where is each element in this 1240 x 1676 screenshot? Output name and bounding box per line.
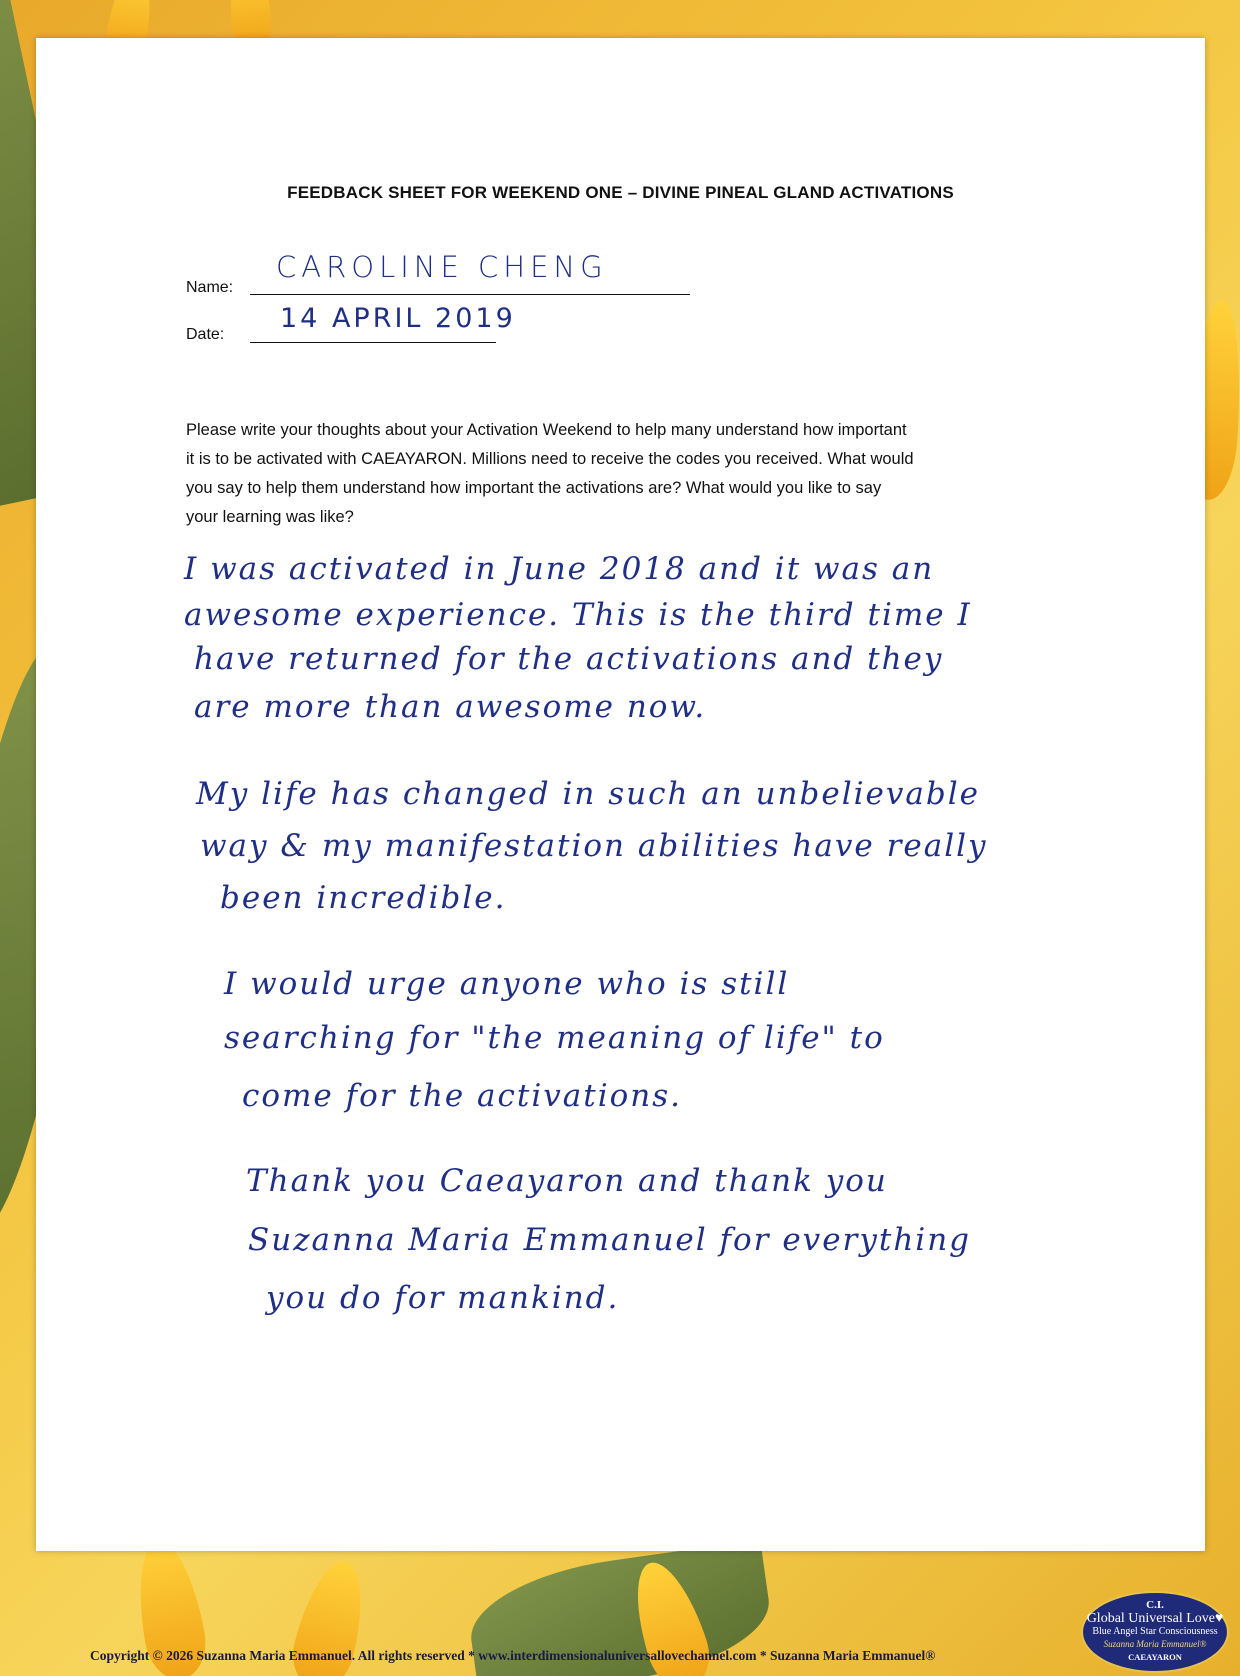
date-label: Date:	[186, 326, 225, 343]
brand-seal	[1081, 1591, 1229, 1673]
seal-line: Suzanna Maria Emmanuel®	[1103, 1639, 1207, 1649]
name-label: Name:	[186, 279, 234, 296]
handwritten-line: way & my manifestation abilities have really	[200, 828, 988, 864]
feedback-sheet	[36, 38, 1205, 1551]
sheet-title: FEEDBACK SHEET FOR WEEKEND ONE – DIVINE PINEAL GLAND ACTIVATIONS	[287, 183, 954, 202]
seal-line: CAEAYARON	[1128, 1652, 1182, 1662]
prompt-line: you say to help them understand how important the activations are? What would you like to say	[186, 479, 882, 497]
prompt-text	[186, 416, 1056, 532]
handwritten-line: awesome experience. This is the third time I	[184, 597, 972, 633]
handwritten-line: are more than awesome now.	[194, 689, 707, 725]
prompt-line: Please write your thoughts about your Activation Weekend to help many understand how important	[186, 421, 907, 439]
prompt-line: your learning was like?	[186, 508, 354, 526]
copyright-footer: Copyright © 2026 Suzanna Maria Emmanuel. All rights reserved * www.interdimensionaluniversallovechannel.com * Suzanna Maria Emmanuel®	[90, 1648, 936, 1663]
date-value: 14 APRIL 2019	[280, 303, 516, 334]
handwritten-line: I would urge anyone who is still	[224, 966, 790, 1002]
handwritten-line: come for the activations.	[242, 1078, 683, 1114]
handwritten-line: I was activated in June 2018 and it was an	[184, 551, 935, 587]
handwritten-line: you do for mankind.	[266, 1280, 620, 1316]
name-underline	[250, 294, 690, 295]
handwritten-line: Suzanna Maria Emmanuel for everything	[248, 1222, 972, 1258]
handwritten-line: Thank you Caeayaron and thank you	[246, 1163, 888, 1199]
seal-line: C.I.	[1146, 1599, 1164, 1611]
seal-line: Global Universal Love♥	[1086, 1611, 1224, 1626]
name-value: CAROLINE CHENG	[276, 250, 608, 284]
handwritten-line: searching for "the meaning of life" to	[224, 1020, 885, 1056]
handwritten-line: have returned for the activations and they	[194, 641, 944, 677]
handwritten-line: My life has changed in such an unbelievable	[196, 776, 980, 812]
handwritten-line: been incredible.	[220, 880, 507, 916]
prompt-line: it is to be activated with CAEAYARON. Millions need to receive the codes you received. What would	[186, 450, 914, 468]
date-underline	[250, 342, 496, 343]
seal-line: Blue Angel Star Consciousness	[1092, 1626, 1218, 1637]
